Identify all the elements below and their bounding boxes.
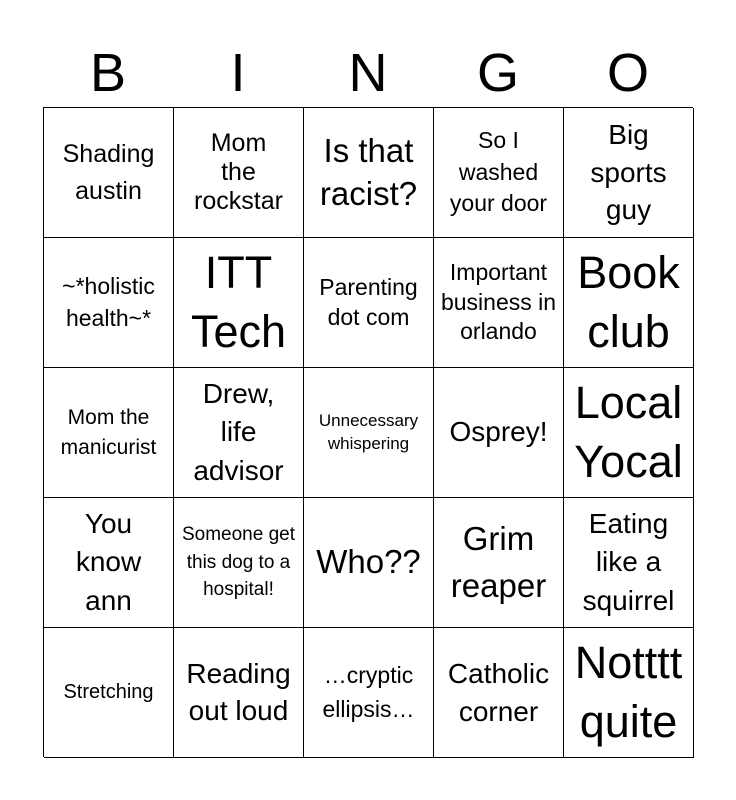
cell-text: You know ann — [75, 507, 142, 616]
header-letter-n: N — [348, 43, 388, 103]
cell-text: Eating like a squirrel — [582, 507, 675, 616]
cell-text: …cryptic ellipsis… — [322, 662, 415, 722]
bingo-cell[interactable] — [174, 238, 304, 368]
cell-text: Big sports guy — [590, 118, 667, 226]
header-letter-i: I — [230, 43, 246, 103]
bingo-cell[interactable] — [44, 238, 174, 368]
cell-text: Local Yocal — [574, 377, 683, 487]
bingo-cell[interactable] — [304, 498, 434, 628]
bingo-cell[interactable] — [564, 108, 694, 238]
bingo-header — [43, 38, 693, 108]
cell-text: Drew, life advisor — [193, 377, 284, 486]
bingo-board — [43, 107, 693, 757]
bingo-cell[interactable] — [44, 498, 174, 628]
bingo-cell[interactable] — [564, 238, 694, 368]
header-letter-o: O — [606, 43, 649, 103]
cell-text: Parenting dot com — [319, 273, 418, 330]
cell-text: So I washed your door — [449, 126, 548, 217]
bingo-cell[interactable] — [434, 628, 564, 758]
cell-text: ITT Tech — [190, 247, 287, 357]
cell-text: Important business in orlando — [440, 258, 557, 345]
cell-text: Osprey! — [449, 416, 548, 448]
cell-text: Mom the manicurist — [60, 406, 157, 459]
bingo-cell[interactable] — [304, 368, 434, 498]
cell-text: Stretching — [63, 680, 154, 703]
bingo-cell[interactable] — [304, 238, 434, 368]
bingo-cell[interactable] — [44, 108, 174, 238]
bingo-cell[interactable] — [564, 628, 694, 758]
bingo-cell[interactable] — [434, 108, 564, 238]
header-letter-g: G — [476, 43, 519, 103]
cell-text: Shading austin — [62, 140, 155, 205]
bingo-cell[interactable] — [174, 628, 304, 758]
bingo-cell[interactable] — [174, 108, 304, 238]
cell-text: Unnecessary whispering — [318, 410, 419, 453]
bingo-cell[interactable] — [174, 368, 304, 498]
cell-text: Notttt quite — [574, 637, 683, 747]
cell-text: Is that racist? — [319, 131, 418, 212]
bingo-cell[interactable] — [44, 368, 174, 498]
cell-text: Someone get this dog to a hospital! — [181, 523, 296, 601]
bingo-cell[interactable] — [44, 628, 174, 758]
cell-text: ~*holistic health~* — [62, 273, 155, 331]
cell-text: Grim reaper — [450, 520, 547, 604]
bingo-cell[interactable] — [434, 238, 564, 368]
bingo-cell[interactable] — [564, 368, 694, 498]
bingo-cell[interactable] — [434, 498, 564, 628]
cell-text: Catholic corner — [447, 657, 550, 727]
bingo-cell[interactable] — [304, 108, 434, 238]
cell-text: Book club — [577, 247, 680, 357]
bingo-cell[interactable] — [304, 628, 434, 758]
bingo-cell[interactable] — [434, 368, 564, 498]
header-letter-b: B — [89, 43, 127, 103]
bingo-cell[interactable] — [174, 498, 304, 628]
cell-text: Who?? — [316, 543, 421, 581]
cell-text: Mom the rockstar — [194, 128, 283, 216]
bingo-cell[interactable] — [564, 498, 694, 628]
cell-text: Reading out loud — [186, 658, 291, 726]
